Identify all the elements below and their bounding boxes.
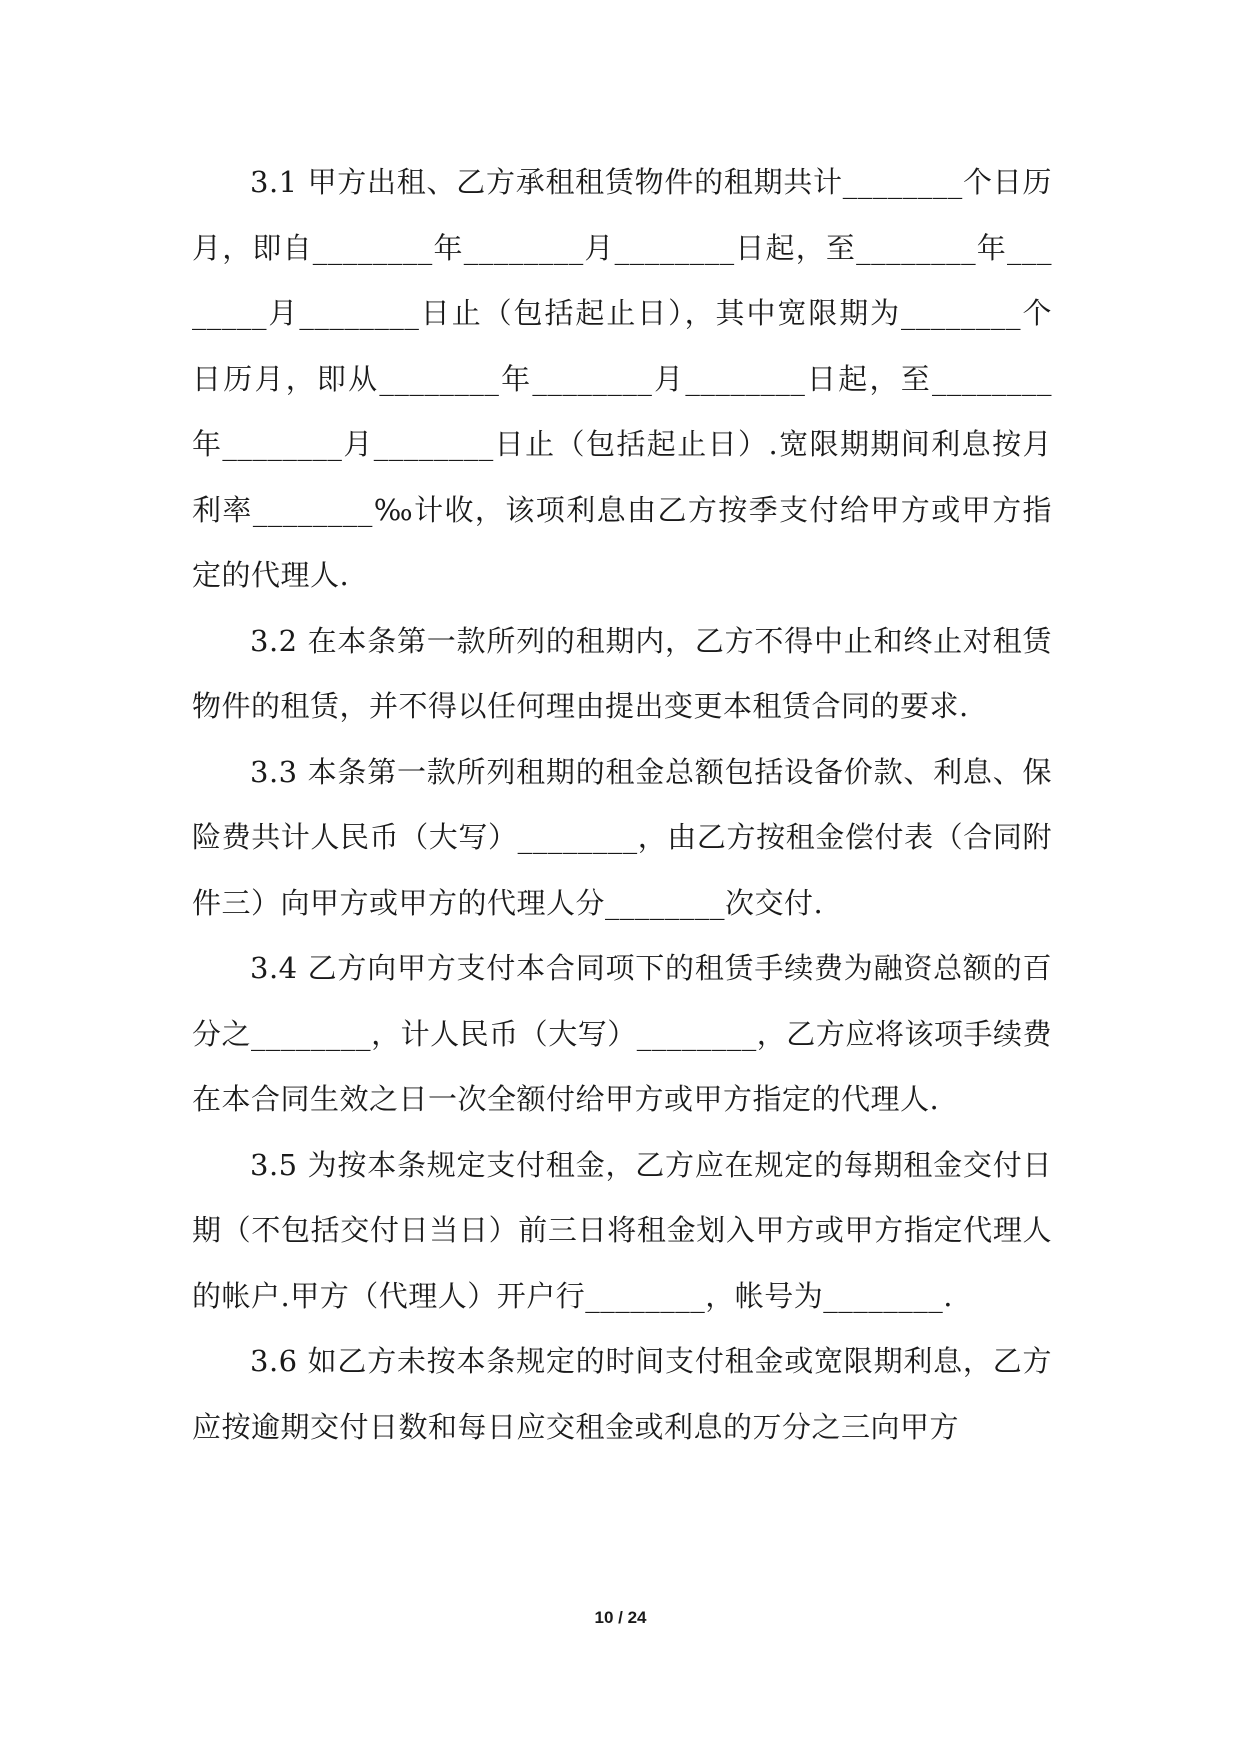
clause-3-6: 3.6 如乙方未按本条规定的时间支付租金或宽限期利息，乙方应按逾期交付日数和每日应交租金或利息的万分之三向甲方 (192, 1344, 1052, 1444)
clause-3-2: 3.2 在本条第一款所列的租期内，乙方不得中止和终止对租赁物件的租赁，并不得以任何理由提出变更本租赁合同的要求. (192, 623, 1052, 723)
document-body (192, 150, 1052, 1460)
clause-3-3: 3.3 本条第一款所列租期的租金总额包括设备价款、利息、保险费共计人民币（大写）________，由乙方按租金偿付表（合同附件三）向甲方或甲方的代理人分________次交付. (192, 754, 1052, 920)
clause-3-1: 3.1 甲方出租、乙方承租租赁物件的租期共计________个日历月，即自________年________月________日起，至________年________月________日止（包括起止日），其中宽限期为________个日历月，即从________年________月________日起，至________年________月________日止（包括起止日）.宽限期期间利息按月利率________‰计收，该项利息由乙方按季支付给甲方或甲方指定的代理人. (192, 165, 1052, 592)
clause-3-5: 3.5 为按本条规定支付租金，乙方应在规定的每期租金交付日期（不包括交付日当日）前三日将租金划入甲方或甲方指定代理人的帐户.甲方（代理人）开户行________，帐号为________. (192, 1147, 1052, 1313)
clause-3-4: 3.4 乙方向甲方支付本合同项下的租赁手续费为融资总额的百分之________，计人民币（大写）________，乙方应将该项手续费在本合同生效之日一次全额付给甲方或甲方指定的代理人. (192, 951, 1052, 1116)
page-number: 10 / 24 (594, 1608, 647, 1627)
